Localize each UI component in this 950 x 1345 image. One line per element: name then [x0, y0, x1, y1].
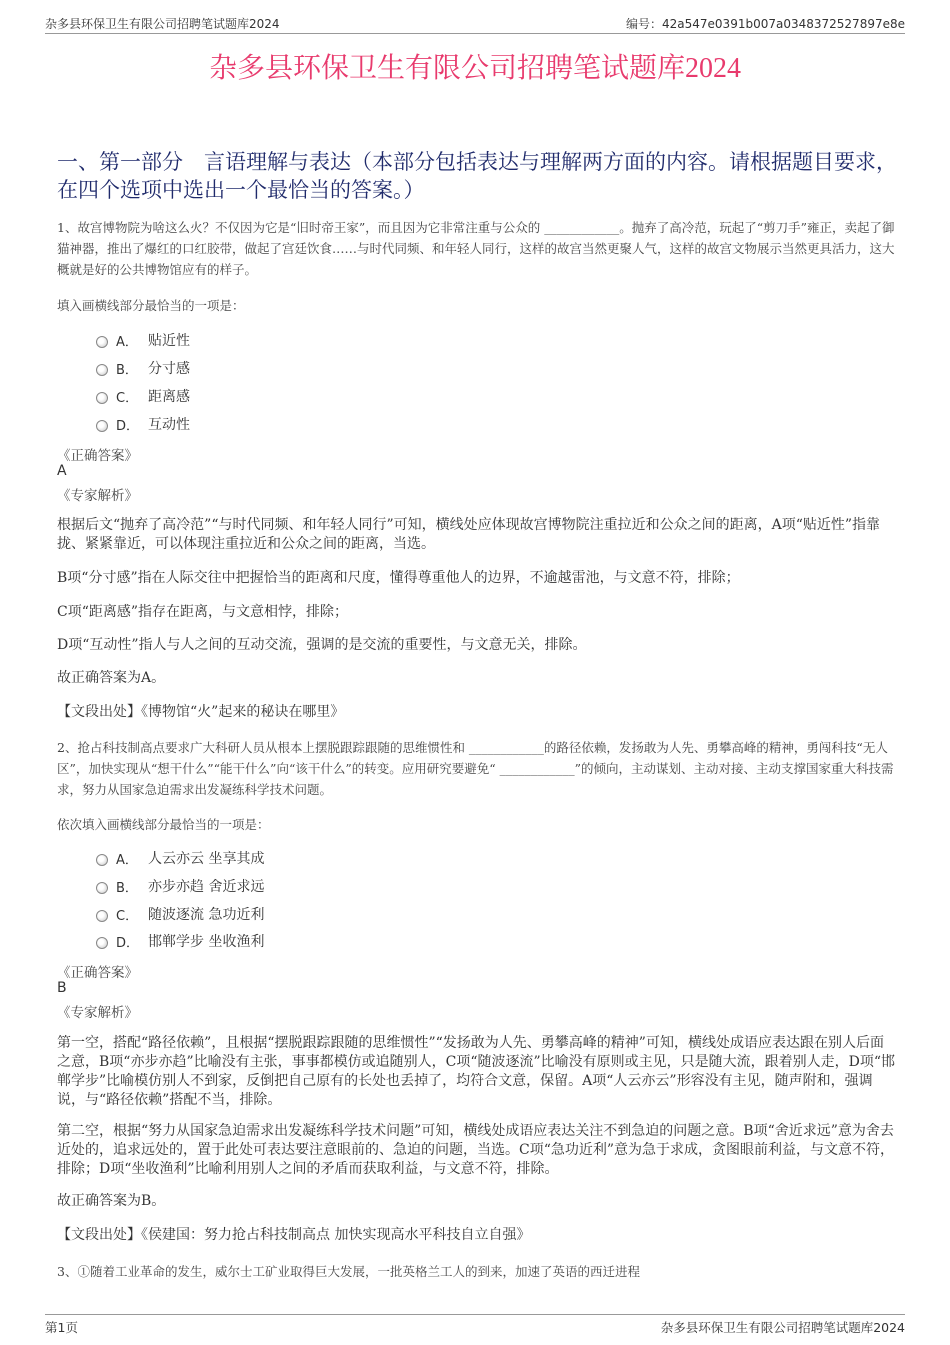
- question-1-option-d[interactable]: [96, 414, 190, 434]
- option-key: C．: [116, 908, 139, 924]
- option-text: 距离感: [148, 389, 190, 405]
- option-key: D．: [116, 935, 140, 951]
- option-text: 分寸感: [148, 361, 190, 377]
- question-2-source: 【文段出处】《侯建国：努力抢占科技制高点 加快实现高水平科技自立自强》: [57, 1227, 531, 1243]
- section-heading: 一、第一部分 言语理解与表达（本部分包括表达与理解两方面的内容。请根据题目要求，在四个选项中选出一个最恰当的答案。）: [57, 150, 897, 202]
- option-text: 贴近性: [148, 333, 190, 349]
- question-2-analysis-paragraph: 第二空，根据“努力从国家急迫需求出发凝练科学技术问题”可知，横线处成语应表达关注不到急迫的问题之意。B项“舍近求远”意为舍去近处的，追求远处的，置于此处可表达要注意眼前的、急迫的问题，当选。C项“急功近利”意为急于求成，贪图眼前利益，与文意不符，排除；D项“坐收渔利”比喻利用别人之间的矛盾而获取利益，与文意不符，排除。: [57, 1123, 895, 1177]
- footer-doc-title: 杂多县环保卫生有限公司招聘笔试题库2024: [660, 1320, 905, 1335]
- page-footer: [45, 1314, 905, 1335]
- radio-icon[interactable]: [96, 364, 108, 376]
- option-text: 邯郸学步 坐收渔利: [148, 934, 265, 950]
- question-2-option-a[interactable]: [96, 848, 264, 868]
- radio-icon[interactable]: [96, 420, 108, 432]
- radio-icon[interactable]: [96, 336, 108, 348]
- question-1-analysis-label: 《专家解析》: [57, 488, 138, 504]
- page-header: [45, 13, 905, 34]
- question-1-source: 【文段出处】《博物馆“火”起来的秘诀在哪里》: [57, 704, 345, 720]
- option-key: B．: [116, 880, 138, 896]
- header-doc-id: 编号：42a547e0391b007a0348372527897e8e: [626, 17, 905, 31]
- question-1-prompt: 填入画横线部分最恰当的一项是：: [57, 298, 245, 313]
- question-1-conclusion: 故正确答案为A。: [57, 670, 166, 686]
- question-1-option-c[interactable]: [96, 386, 190, 406]
- page-number: 第1页: [45, 1320, 78, 1335]
- page-title: 杂多县环保卫生有限公司招聘笔试题库2024: [208, 53, 741, 84]
- question-2-analysis-paragraph: 第一空，搭配“路径依赖”，且根据“摆脱跟踪跟随的思维惯性”“发扬敢为人先、勇攀高峰的精神”可知，横线处成语应表达跟在别人后面之意，B项“亦步亦趋”比喻没有主张，事事都模仿或追随别人，C项“随波逐流”比喻没有原则或主见，只是随大流，跟着别人走，D项“邯郸学步”比喻模仿别人不到家，反倒把自己原有的长处也丢掉了，均符合文意，保留。A项“人云亦云”形容没有主见，随声附和，强调说，与“路径依赖”搭配不当，排除。: [57, 1035, 896, 1108]
- question-1-analysis-paragraph: C项“距离感”指存在距离，与文意相悖，排除；: [57, 604, 349, 620]
- radio-icon[interactable]: [96, 937, 108, 949]
- question-2-conclusion: 故正确答案为B。: [57, 1193, 166, 1209]
- option-key: A．: [116, 852, 138, 868]
- question-1-analysis-paragraph: B项“分寸感”指在人际交往中把握恰当的距离和尺度，懂得尊重他人的边界，不逾越雷池，与文意不符，排除；: [57, 570, 740, 586]
- question-1-answer-label: 《正确答案》: [57, 448, 138, 464]
- question-1-analysis-paragraph: D项“互动性”指人与人之间的互动交流，强调的是交流的重要性，与文意无关，排除。: [57, 637, 587, 653]
- question-2-option-b[interactable]: [96, 876, 264, 896]
- question-1-option-a[interactable]: [96, 330, 190, 350]
- radio-icon[interactable]: [96, 910, 108, 922]
- radio-icon[interactable]: [96, 854, 108, 866]
- question-2-prompt: 依次填入画横线部分最恰当的一项是：: [57, 817, 270, 832]
- question-2-option-c[interactable]: [96, 904, 264, 924]
- option-text: 互动性: [148, 417, 190, 433]
- option-key: C．: [116, 390, 139, 406]
- radio-icon[interactable]: [96, 882, 108, 894]
- question-1-option-b[interactable]: [96, 358, 190, 378]
- question-2-option-d[interactable]: [96, 931, 264, 951]
- question-2-stem: 2、抢占科技制高点要求广大科研人员从根本上摆脱跟踪跟随的思维惯性和 ____________的路径依赖，发扬敢为人先、勇攀高峰的精神，勇闯科技“无人区”，加快实现从“想干什么”“能干什么”向“该干什么”的转变。应用研究要避免“ ____________”的倾向，主动谋划、主动对接、主动支撑国家重大科技需求，努力从国家急迫需求出发凝练科学技术问题。: [57, 740, 894, 797]
- question-1-stem: 1、故宫博物院为啥这么火？不仅因为它是“旧时帝王家”，而且因为它非常注重与公众的 ____________。抛弃了高冷范，玩起了“剪刀手”雍正，卖起了御猫神器，推出了爆红的口红胶带，做起了宫廷饮食……与时代同频、和年轻人同行，这样的故宫当然更聚人气，这样的故宫文物展示当然更具活力，这大概就是好的公共博物馆应有的样子。: [57, 220, 895, 277]
- question-1-answer: A: [57, 463, 67, 479]
- option-key: B．: [116, 362, 138, 378]
- option-text: 亦步亦趋 舍近求远: [148, 879, 265, 895]
- option-text: 随波逐流 急功近利: [148, 907, 265, 923]
- header-doc-title: 杂多县环保卫生有限公司招聘笔试题库2024: [45, 17, 280, 31]
- question-2-answer-label: 《正确答案》: [57, 965, 138, 981]
- question-3-stem: 3、①随着工业革命的发生，威尔士工矿业取得巨大发展，一批英格兰工人的到来，加速了英语的西迁进程: [57, 1264, 640, 1279]
- radio-icon[interactable]: [96, 392, 108, 404]
- question-2-answer: B: [57, 980, 67, 996]
- option-key: D．: [116, 418, 140, 434]
- question-1-analysis-paragraph: 根据后文“抛弃了高冷范”“与时代同频、和年轻人同行”可知，横线处应体现故宫博物院注重拉近和公众之间的距离，A项“贴近性”指靠拢、紧紧靠近，可以体现注重拉近和公众之间的距离，当选。: [57, 517, 881, 552]
- question-2-analysis-label: 《专家解析》: [57, 1005, 138, 1021]
- option-text: 人云亦云 坐享其成: [148, 851, 265, 867]
- option-key: A．: [116, 334, 138, 350]
